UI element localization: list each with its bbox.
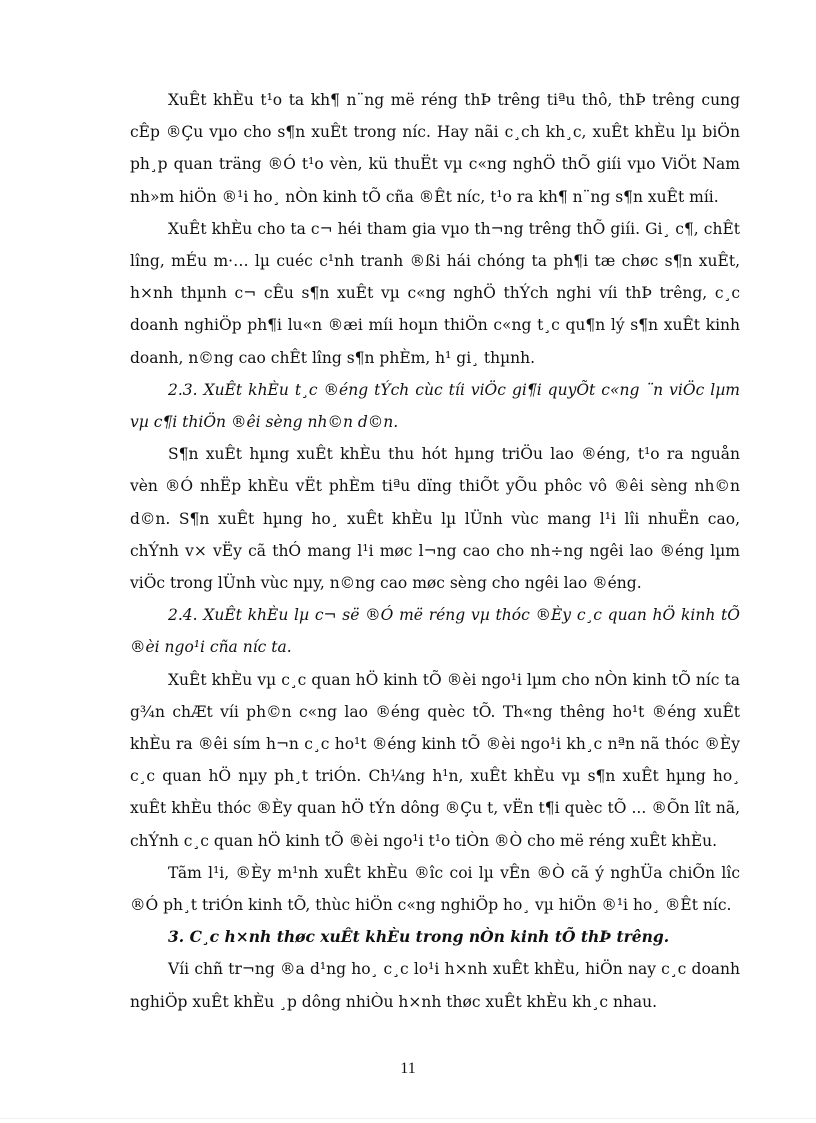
subheading-2-4: 2.4. XuÊt khÈu lµ c¬ së ®Ó më réng vµ thóc ®Èy c¸c quan hÖ kinh tÕ ®èi ngo¹i cña níc ta. — [130, 606, 740, 657]
heading-section-3: 3. C¸c h×nh thøc xuÊt khÈu trong nÒn kinh tÕ thÞ trêng. — [168, 927, 670, 947]
paragraph-world-market-participation: XuÊt khÈu cho ta c¬ héi tham gia vµo th¬ng trêng thÕ giíi. Gi¸ c¶, chÊt lîng, mÉu m·… lµ cuéc c¹nh tranh ®ßi hái chóng ta ph¶i tæ chøc s¶n xuÊt, h×nh thµnh c¬ cÊu s¶n xuÊt vµ c«ng nghÖ thÝch nghi víi thÞ trêng, c¸c doanh nghiÖp ph¶i lu«n ®æi míi hoµn thiÖn c«ng t¸c qu¶n lý s¶n xuÊt kinh doanh, n©ng cao chÊt lîng s¶n phÈm, h¹ gi¸ thµnh. — [130, 219, 740, 367]
paragraph-export-expands-market: XuÊt khÈu t¹o ta kh¶ n¨ng më réng thÞ trêng tiªu thô, thÞ trêng cung cÊp ®Çu vµo cho s¶n xuÊt trong níc. Hay nãi c¸ch kh¸c, xuÊt khÈu lµ biÖn ph¸p quan träng ®Ó t¹o vèn, kü thuËt vµ c«ng nghÖ thÕ giíi vµo ViÖt Nam nh»m hiÖn ®¹i ho¸ nÒn kinh tÕ cña ®Êt níc, t¹o ra kh¶ n¨ng s¶n xuÊt míi. — [130, 91, 740, 206]
page-bottom-divider — [0, 1118, 816, 1119]
paragraph-summary: Tãm l¹i, ®Èy m¹nh xuÊt khÈu ®îc coi lµ vÊn ®Ò cã ý nghÜa chiÕn lîc ®Ó ph¸t triÓn kinh tÕ, thùc hiÖn c«ng nghiÖp ho¸ vµ hiÖn ®¹i ho¸ ®Êt níc. — [130, 863, 740, 915]
page-number: 11 — [400, 1060, 416, 1077]
subheading-2-3: 2.3. XuÊt khÈu t¸c ®éng tÝch cùc tíi viÖc gi¶i quyÕt c«ng ¨n viÖc lµm vµ c¶i thiÖn ®êi sèng nh©n d©n. — [130, 380, 740, 432]
paragraph-employment: S¶n xuÊt hµng xuÊt khÈu thu hót hµng triÖu lao ®éng, t¹o ra nguån vèn ®Ó nhËp khÈu vËt phÈm tiªu dïng thiÕt yÕu phôc vô ®êi sèng nh©n d©n. S¶n xuÊt hµng ho¸ xuÊt khÈu lµ lÜnh vùc mang l¹i lîi nhuËn cao, chÝnh v× vËy cã thÓ mang l¹i møc l¬ng cao cho nh÷ng ngêi lao ®éng lµm viÖc trong lÜnh vùc nµy, n©ng cao møc sèng cho ngêi lao ®éng. — [130, 445, 740, 593]
paragraph-external-relations: XuÊt khÈu vµ c¸c quan hÖ kinh tÕ ®èi ngo¹i lµm cho nÒn kinh tÕ níc ta g¾n chÆt víi ph©n c«ng lao ®éng quèc tÕ. Th«ng thêng ho¹t ®éng xuÊt khÈu ra ®êi sím h¬n c¸c ho¹t ®éng kinh tÕ ®èi ngo¹i kh¸c nªn nã thóc ®Èy c¸c quan hÖ nµy ph¸t triÓn. Ch¼ng h¹n, xuÊt khÈu vµ s¶n xuÊt hµng ho¸ xuÊt khÈu thóc ®Èy quan hÖ tÝn dông ®Çu t, vËn t¶i quèc tÕ ... ®Õn lît nã, chÝnh c¸c quan hÖ kinh tÕ ®èi ngo¹i t¹o tiÒn ®Ò cho më réng xuÊt khÈu. — [130, 670, 740, 850]
document-body — [130, 84, 740, 1018]
paragraph-export-forms: Víi chñ tr¬ng ®a d¹ng ho¸ c¸c lo¹i h×nh xuÊt khÈu, hiÖn nay c¸c doanh nghiÖp xuÊt khÈu ¸p dông nhiÒu h×nh thøc xuÊt khÈu kh¸c nhau. — [130, 960, 740, 1011]
